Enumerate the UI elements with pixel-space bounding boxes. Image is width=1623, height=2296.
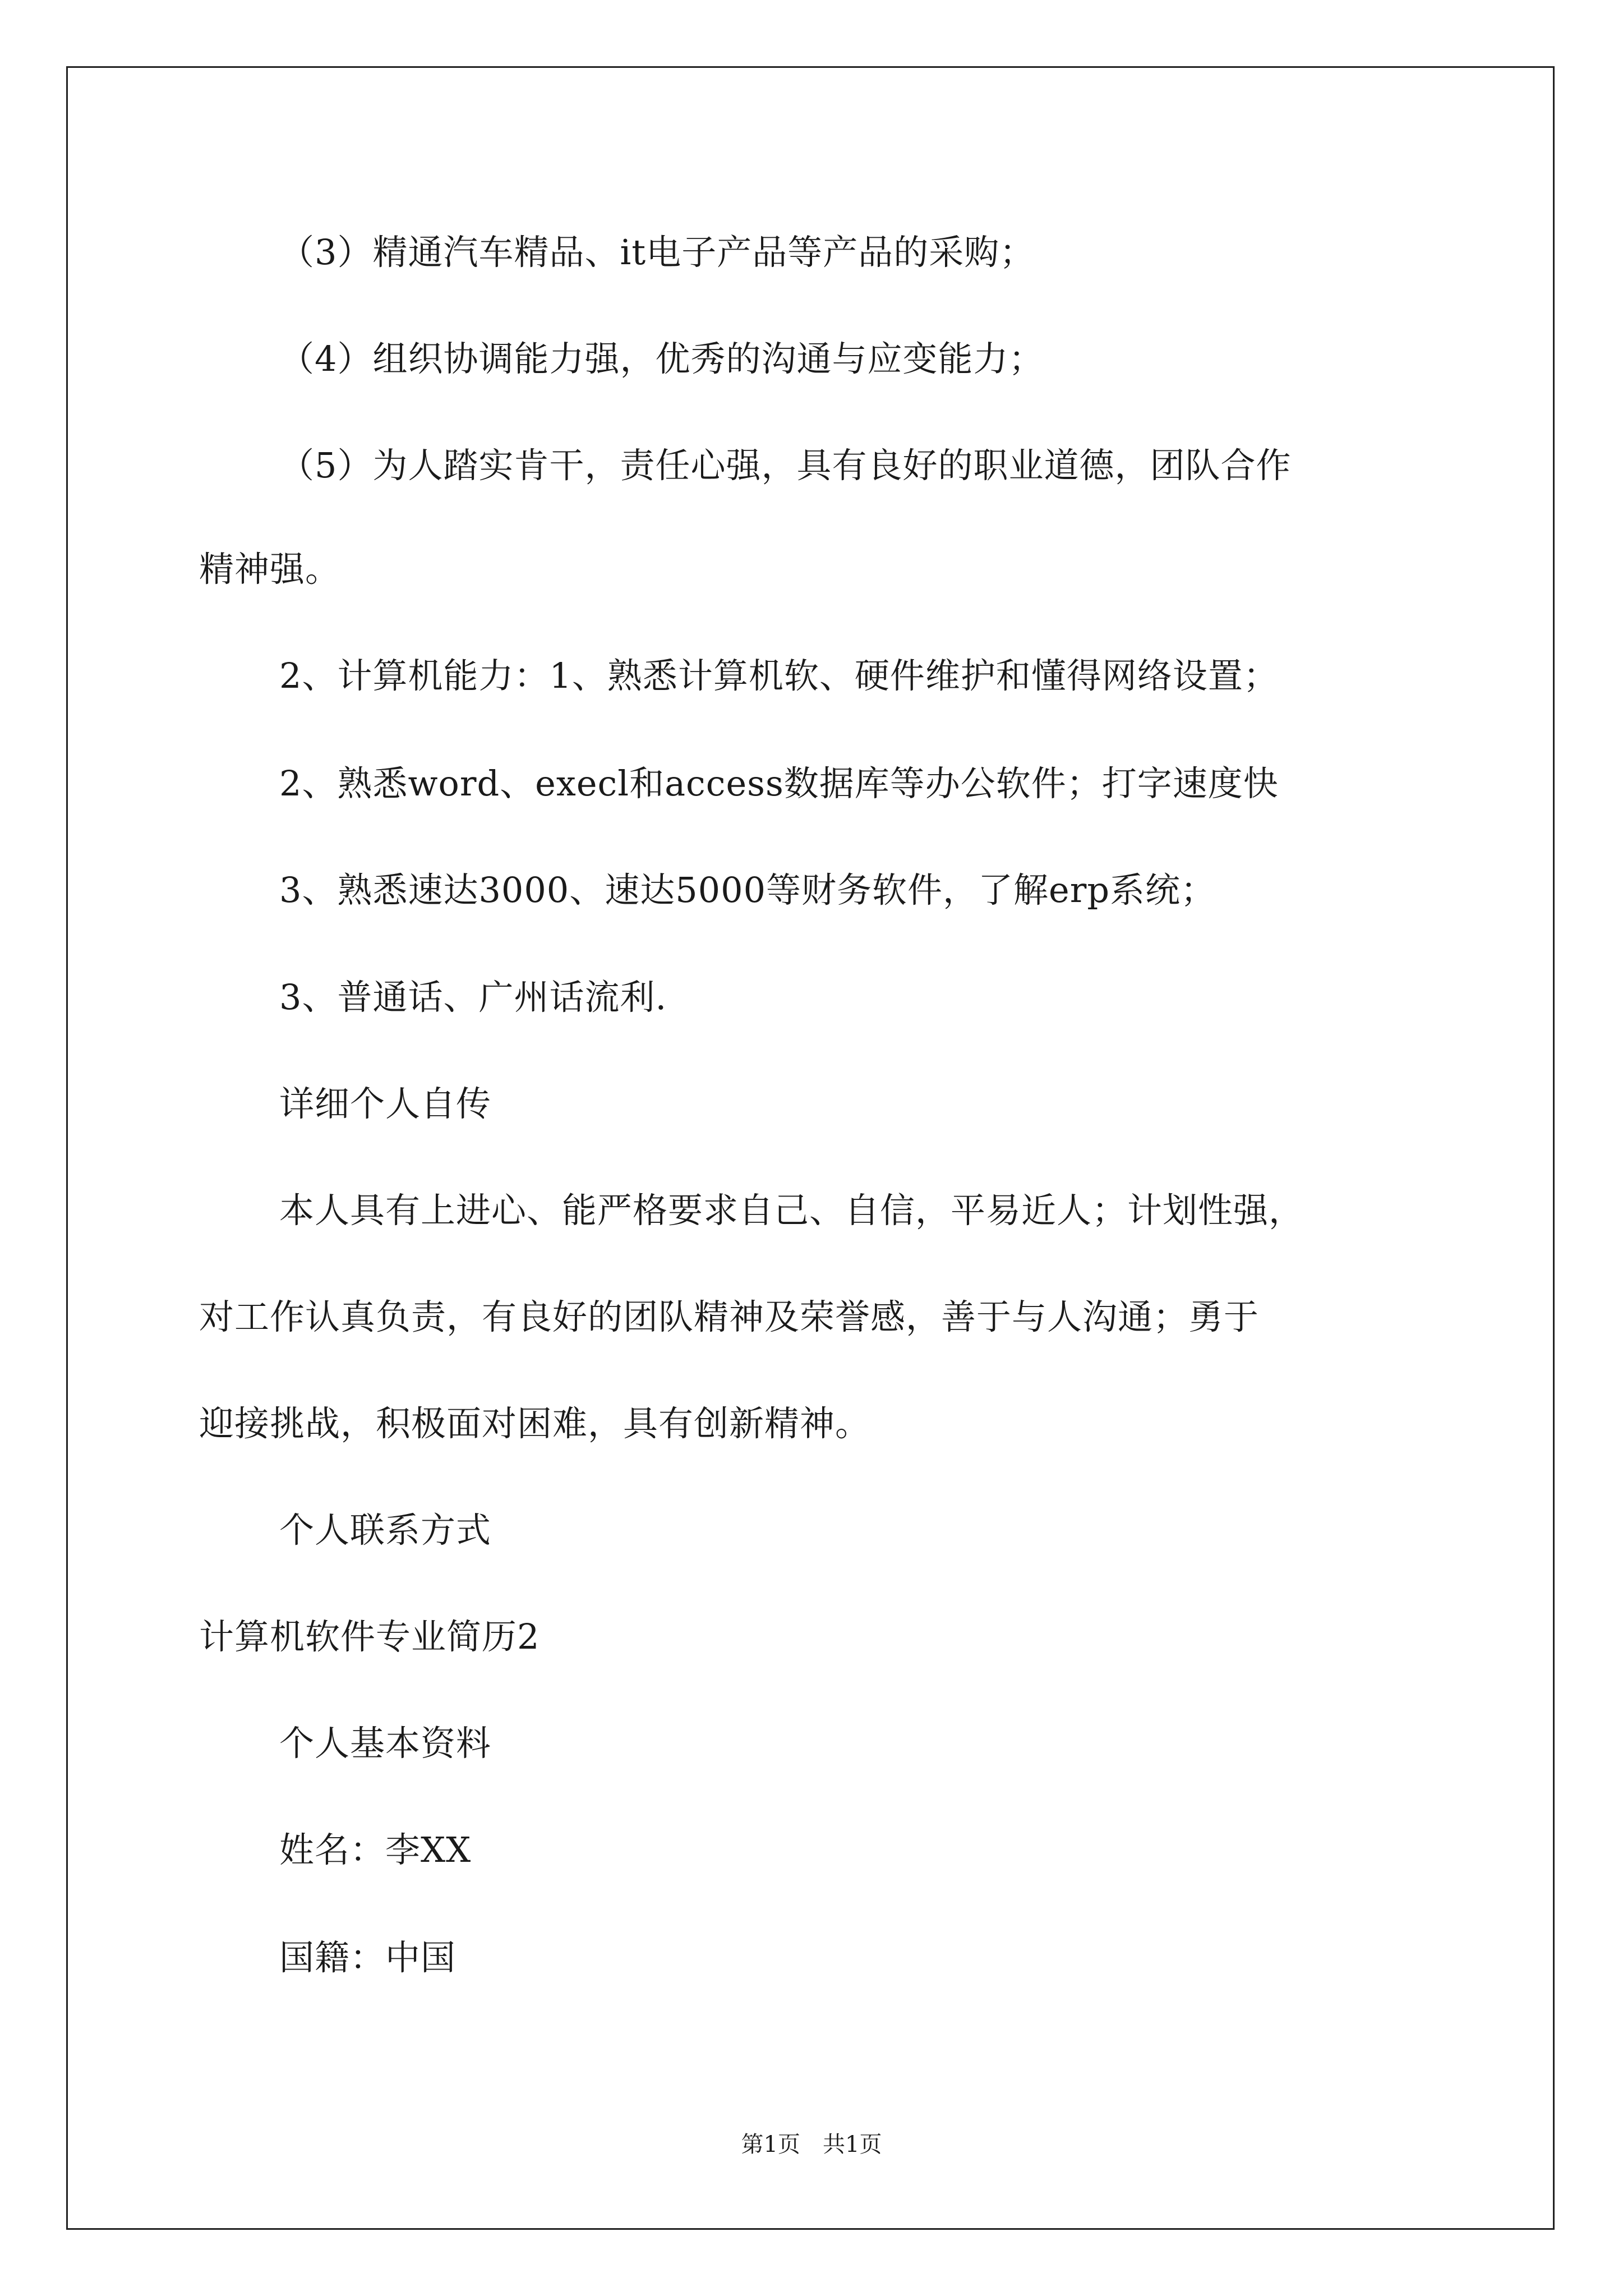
section-heading-contact: 个人联系方式	[279, 1510, 492, 1550]
skill-item-3: （3）精通汽车精品、it电子产品等产品的采购；	[279, 232, 1035, 273]
section-heading-autobiography: 详细个人自传	[279, 1083, 492, 1124]
autobiography-line-1: 本人具有上进心、能严格要求自己、自信，平易近人；计划性强，	[279, 1190, 1304, 1231]
computer-skill-3: 3、熟悉速达3000、速达5000等财务软件，了解erp系统；	[279, 869, 1216, 910]
computer-skill-1: 2、计算机能力：1、熟悉计算机软、硬件维护和懂得网络设置；	[279, 655, 1279, 696]
autobiography-line-2: 对工作认真负责，有良好的团队精神及荣誉感，善于与人沟通；勇于	[199, 1296, 1260, 1337]
name-field: 姓名：李XX	[279, 1829, 472, 1870]
computer-skill-2: 2、熟悉word、execl和access数据库等办公软件；打字速度快	[279, 763, 1279, 804]
resume-title: 计算机软件专业简历2	[199, 1616, 540, 1657]
skill-item-5: （5）为人踏实肯干，责任心强，具有良好的职业道德，团队合作	[279, 445, 1292, 486]
nationality-field: 国籍：中国	[279, 1937, 457, 1978]
page-number-footer: 第1页 共1页	[741, 2132, 882, 2157]
language-skill: 3、普通话、广州话流利.	[279, 977, 667, 1018]
skill-item-5-continued: 精神强。	[199, 549, 341, 590]
skill-item-4: （4）组织协调能力强，优秀的沟通与应变能力；	[279, 338, 1044, 379]
section-heading-basic-info: 个人基本资料	[279, 1723, 492, 1764]
autobiography-line-3: 迎接挑战，积极面对困难，具有创新精神。	[199, 1403, 871, 1444]
page-border	[66, 66, 1555, 2230]
